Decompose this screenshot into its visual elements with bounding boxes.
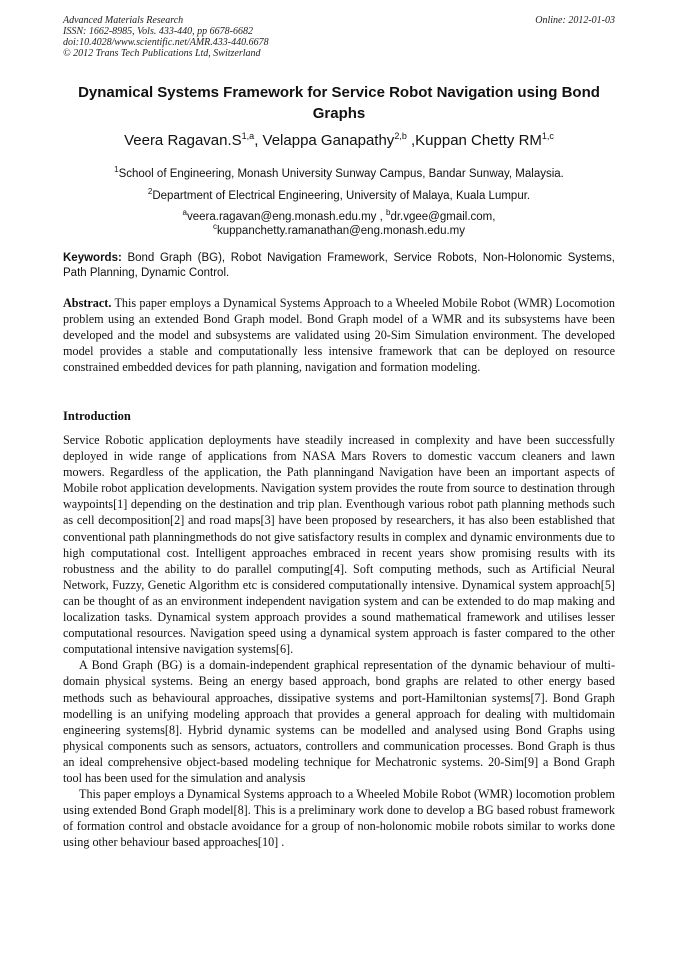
email-marker: c — [212, 222, 217, 231]
email-marker: a — [182, 208, 187, 217]
online-date: Online: 2012-01-03 — [535, 15, 615, 26]
affiliation-marker: 2 — [147, 187, 153, 196]
affiliation-marker: 1 — [114, 165, 119, 174]
author-superscript: 2,b — [394, 131, 407, 141]
author-list — [63, 131, 615, 151]
affiliation-text: Department of Electrical Engineering, University of Malaya, Kuala Lumpur. — [152, 190, 531, 202]
author-superscript: 1,a — [241, 131, 255, 141]
paragraph: A Bond Graph (BG) is a domain-independent graphical representation of the dynamic behaviour of multi-domain physical systems. Being an energy based approach, bond graphs are related to other energy based methods such as behavioural approaches, dissipative systems and port-Hamiltonian systems[7]. Bond Graph modelling is an unifying modeling approach that provides a general approach for dealing with multidomain engineering systems[8]. Hybrid dynamic systems can be modelled and analysed using Bond Graphs using physical components such as sensors, actuators, controllers and communication processes. Bond Graph is thus an ideal comprehensive object-based modeling technique for Mechatronic systems. 20-Sim[9] a Bond Graph tool has been used for the simulation and analysis — [63, 658, 615, 785]
abstract-section — [63, 295, 615, 375]
email-link[interactable]: dr.vgee@gmail.com, — [390, 211, 496, 223]
affiliation-text: School of Engineering, Monash University Sunway Campus, Bandar Sunway, Malaysia. — [118, 168, 564, 180]
affiliation-2 — [63, 189, 615, 203]
affiliation-1 — [63, 167, 615, 181]
introduction-heading: Introduction — [63, 409, 131, 423]
email-block — [63, 210, 615, 238]
introduction-body — [63, 432, 615, 850]
issn-line: ISSN: 1662-8985, Vols. 433-440, pp 6678-6682 — [63, 26, 253, 37]
author-separator: , — [406, 132, 416, 149]
paragraph: Service Robotic application deployments have steadily increased in complexity and have been successfully deployed in wide range of applications from NASA Mars Rovers to domestic vaccum cleaners and lawn mowers. Regardless of the application, the Path planningand Navigation have been an important aspects of Mobile robot application developments. Navigation system provides the route from source to destination through waypoints[1] depending on the destination and trip plan. Eventhough various robot path planning methods such as cell decomposition[2] and road maps[3] have been proposed by researchers, it has also been established that conventional path planningmethods do not give satisfactory results in complex and dynamic environments due to high computational cost. Intelligent approaches embraced in recent years show promising results with its robustness and the ability to do parallel computing[4]. Soft computing methods, such as Artificial Neural Network, Fuzzy, Genetic Algorithm etc is considered computationally intensive. Dynamical system approach[5] can be thought of as an environment independent navigation system and can be extended to do map making and localization tasks. Dynamical system approach provides a sound mathematical framework and utilises lesser computational resources. Navigation speed using a dynamical system approach is faster compared to the other computational intensive navigation systems[6]. — [63, 433, 615, 657]
paragraph: This paper employs a Dynamical Systems approach to a Wheeled Mobile Robot (WMR) locomotion problem using extended Bond Graph model[8]. This is a preliminary work done to develop a BG based robust framework of formation control and obstacle avoidance for a group of non-holonomic mobile robots similar to works done using other behaviour based approaches[10] . — [63, 787, 615, 850]
publication-header — [63, 15, 615, 59]
journal-name: Advanced Materials Research — [63, 15, 184, 26]
abstract-text: This paper employs a Dynamical Systems Approach to a Wheeled Mobile Robot (WMR) Locomotion problem using an extended Bond Graph model. Bond Graph model of a WMR and its subsystems have been developed and the model and subsystems are validated using 20-Sim Simulation environment. The developed model provides a stable and computationally less intensive framework that can be deployed on resource constrained embedded devices for path planning, navigation and formation modeling. — [63, 296, 616, 375]
keywords-section — [63, 251, 615, 281]
copyright-line: © 2012 Trans Tech Publications Ltd, Switzerland — [63, 48, 261, 59]
author-name: Velappa Ganapathy — [262, 132, 395, 149]
author-superscript: 1,c — [541, 131, 554, 141]
email-link[interactable]: veera.ragavan@eng.monash.edu.my , — [187, 211, 383, 223]
paper-title: Dynamical Systems Framework for Service Robot Navigation using Bond Graphs — [78, 84, 600, 122]
author-separator: , — [254, 132, 263, 149]
email-link[interactable]: kuppanchetty.ramanathan@eng.monash.edu.my — [216, 225, 465, 237]
keywords-label: Keywords: — [63, 252, 122, 264]
author-name: Kuppan Chetty RM — [415, 132, 542, 149]
email-marker: b — [386, 208, 391, 217]
keywords-text: Bond Graph (BG), Robot Navigation Framework, Service Robots, Non-Holonomic Systems, Path Planning, Dynamic Control. — [63, 252, 615, 279]
abstract-label: Abstract. — [63, 296, 112, 310]
doi-line: doi:10.4028/www.scientific.net/AMR.433-440.6678 — [63, 37, 269, 48]
author-name: Veera Ragavan.S — [124, 132, 242, 149]
